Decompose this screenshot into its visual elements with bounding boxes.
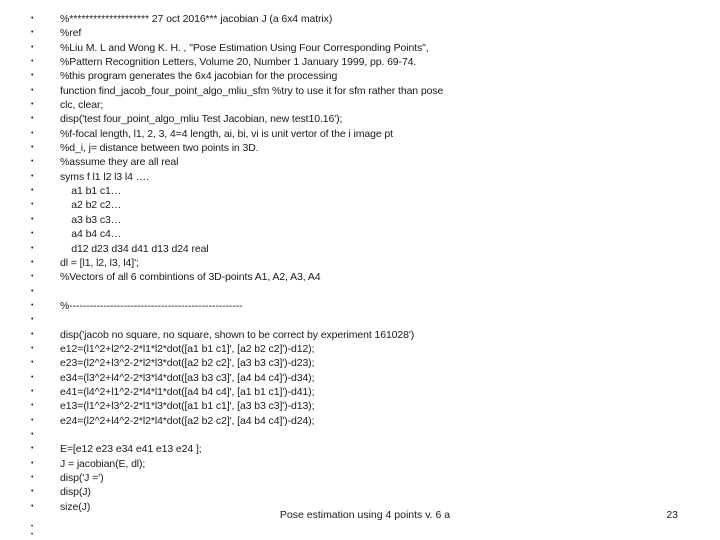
code-line [30,356,690,370]
code-line [30,313,690,327]
bullet-icon: • [31,502,34,510]
code-listing [30,12,690,514]
bullet-icon: • [31,58,34,66]
bullet-icon: • [31,430,34,438]
code-line-text: d12 d23 d34 d41 d13 d24 real [60,242,209,255]
code-line [30,285,690,299]
bullet-icon: • [31,445,34,453]
bullet-icon: • [31,402,34,410]
code-line [30,299,690,313]
code-line [30,26,690,40]
bullet-icon: • [31,474,34,481]
bullet-icon: • [31,230,34,238]
code-line-text: %f-focal length, l1, 2, 3, 4=4 length, ai, bi, vi is unit vertor of the i image pt [60,127,393,140]
trailing-bullet: • [31,532,34,538]
code-line [30,98,690,112]
bullet-icon: • [31,301,34,309]
bullet-icon: • [31,115,34,123]
bullet-icon: • [31,187,34,195]
code-line-text: e23=(l2^2+l3^2-2*l2*l3*dot([a2 b2 c2]', [a3 b3 c3]')-d23); [60,357,315,370]
bullet-icon: • [31,15,34,22]
code-line [30,328,690,342]
code-line-text: a1 b1 c1… [60,185,122,198]
trailing-bullet: • [31,524,34,530]
code-line-text: size(J) [60,500,91,513]
code-line-text: a4 b4 c4… [60,228,122,241]
bullet-icon: • [31,316,34,324]
code-line [30,442,690,456]
code-line [30,127,690,141]
code-line-text: disp('J =') [60,472,104,484]
code-line [30,457,690,471]
code-line-text: clc, clear; [60,99,104,112]
footer-title: Pose estimation using 4 points v. 6 a [279,509,451,521]
code-line [30,69,690,83]
code-line [30,399,690,413]
code-line-text: syms f l1 l2 l3 l4 …. [60,170,149,183]
code-line [30,227,690,241]
page-number: 23 [666,509,678,521]
code-line [30,385,690,399]
code-line-text: disp(J) [60,486,91,499]
bullet-icon: • [31,201,34,209]
code-line-text: %******************** 27 oct 2016*** jacobian J (a 6x4 matrix) [60,13,333,25]
bullet-icon: • [31,29,34,37]
bullet-icon: • [31,387,34,395]
code-line [30,155,690,169]
code-line [30,471,690,485]
bullet-icon: • [31,258,34,266]
code-line [30,371,690,385]
bullet-icon: • [31,373,34,381]
bullet-icon: • [31,273,34,281]
code-line [30,485,690,499]
code-line-text: dl = [l1, l2, l3, l4]'; [60,256,139,269]
code-line-text: J = jacobian(E, dl); [60,457,146,470]
code-line [30,170,690,184]
bullet-icon: • [31,215,34,223]
code-line [30,198,690,212]
code-line-text: %ref [60,27,82,40]
code-line-text: %Liu M. L and Wong K. H. , "Pose Estimation Using Four Corresponding Points", [60,41,429,54]
code-line-text: disp('jacob no square, no square, shown to be correct by experiment 161028') [60,328,415,341]
bullet-icon: • [31,330,34,338]
bullet-icon: • [31,129,34,137]
code-line-text: E=[e12 e23 e34 e41 e13 e24 ]; [60,443,202,456]
bullet-icon: • [31,244,34,252]
code-line [30,184,690,198]
code-line [30,414,690,428]
code-line [30,213,690,227]
code-line-text: a3 b3 c3… [60,213,122,226]
code-line [30,428,690,442]
code-line-text: %d_i, j= distance between two points in 3D. [60,142,259,155]
bullet-icon: • [31,459,34,467]
code-line [30,41,690,55]
code-line-text: a2 b2 c2… [60,199,122,212]
code-line-text: %Vectors of all 6 combintions of 3D-points A1, A2, A3, A4 [60,271,321,284]
code-line-text: e41=(l4^2+l1^2-2*l4*l1*dot([a4 b4 c4]', [a1 b1 c1]')-d41); [60,385,315,398]
code-line-text: %this program generates the 6x4 jacobian for the processing [60,70,338,83]
bullet-icon: • [31,172,34,180]
code-line-text: %--------------------------------------------------- [60,299,243,312]
code-line-text: e12=(l1^2+l2^2-2*l1*l2*dot([a1 b1 c1]', [a2 b2 c2]')-d12); [60,342,315,355]
code-line-text: disp('test four_point_algo_mliu Test Jacobian, new test10.16'); [60,113,343,126]
code-line [30,342,690,356]
code-line-text: %Pattern Recognition Letters, Volume 20, Number 1 January 1999, pp. 69-74. [60,56,417,69]
bullet-icon: • [31,43,34,51]
bullet-icon: • [31,144,34,152]
bullet-icon: • [31,101,34,109]
code-line-text: e24=(l2^2+l4^2-2*l2*l4*dot([a2 b2 c2]', [a4 b4 c4]')-d24); [60,414,315,427]
bullet-icon: • [31,344,34,352]
code-line-text: %assume they are all real [60,156,179,169]
code-line-text: e13=(l1^2+l3^2-2*l1*l3*dot([a1 b1 c1]', [a3 b3 c3]')-d13); [60,400,315,413]
bullet-icon: • [31,86,34,94]
code-line [30,256,690,270]
bullet-icon: • [31,359,34,367]
code-line-text: e34=(l3^2+l4^2-2*l3*l4*dot([a3 b3 c3]', [a4 b4 c4]')-d34); [60,371,315,384]
code-line [30,12,690,26]
bullet-icon: • [31,287,34,295]
code-line [30,112,690,126]
code-line [30,84,690,98]
bullet-icon: • [31,72,34,80]
code-line-text: function find_jacob_four_point_algo_mliu_sfm %try to use it for sfm rather than pose [60,84,444,97]
bullet-icon: • [31,416,34,424]
code-line [30,270,690,284]
bullet-icon: • [31,158,34,166]
code-line [30,55,690,69]
code-line [30,242,690,256]
bullet-icon: • [31,488,34,496]
code-line [30,141,690,155]
